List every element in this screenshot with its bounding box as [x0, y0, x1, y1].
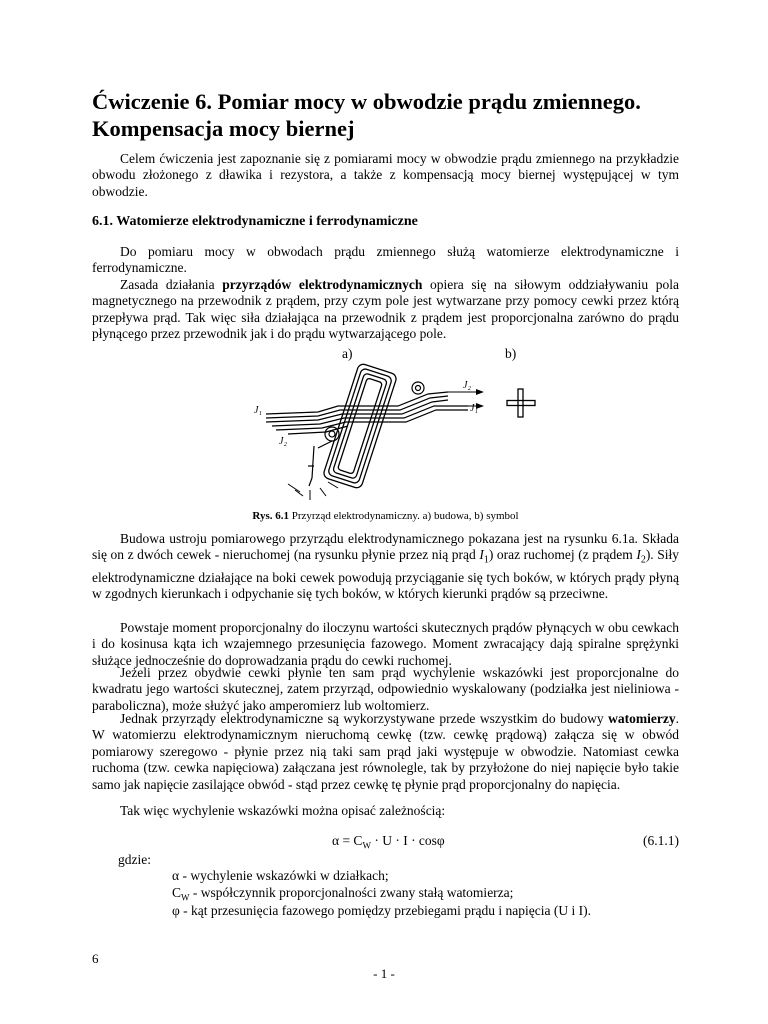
definition-cw-sub: W: [181, 892, 190, 903]
label-i1-right: J₁: [470, 403, 478, 414]
paragraph-6: [92, 711, 679, 793]
definition-alpha: α - wychylenie wskazówki w działkach;: [172, 868, 389, 883]
pointer: [308, 446, 314, 486]
caption-text: Przyrząd elektrodynamiczny. a) budowa, b) symbol: [288, 510, 519, 522]
title-line-2: Kompensacja mocy biernej: [92, 116, 355, 141]
label-i2-top: J₂: [463, 380, 471, 391]
fixed-coil: [322, 363, 397, 489]
definition-phi: φ - kąt przesunięcia fazowego pomiędzy przebiegami prądu i napięcia (U i I).: [172, 903, 591, 918]
label-i1-left: J₁: [254, 405, 262, 416]
intro-paragraph: Celem ćwiczenia jest zapoznanie się z pomiarami mocy w obwodzie prądu zmiennego na przykładzie obwodu złożonego z dławika i rezystora, a także z kompensacją mocy biernej występującej w tym obwodzie.: [92, 151, 679, 199]
paragraph-2-start: Zasada działania: [120, 277, 223, 292]
formula-part-2: · U · I · cosφ: [370, 833, 445, 848]
formula-sub: W: [362, 840, 371, 851]
page-number: 6: [92, 951, 99, 966]
definition-cw: [172, 885, 513, 903]
light-rays: [288, 482, 338, 500]
paragraph-6-start: Jednak przyrządy elektrodynamiczne są wykorzystywane przede wszystkim do budowy: [120, 711, 609, 726]
paragraph-2: [92, 277, 679, 343]
paragraph-4: Powstaje moment proporcjonalny do iloczynu wartości skutecznych prądów płynących w obu cewkach i do kosinusa kąta ich wzajemnego przesunięcia fazowego. Moment zwracający dają spiralne sprężynki służące jednocześnie do doprowadzania prądu do cewki ruchomej.: [92, 620, 679, 668]
formula-part-1: α = C: [332, 833, 363, 848]
figure-label-b: b): [505, 346, 517, 361]
electrodynamic-meter-drawing: [248, 362, 498, 502]
where-label: gdzie:: [118, 852, 151, 867]
definition-cw-text: - współczynnik proporcjonalności zwany stałą watomierza;: [189, 885, 514, 900]
paragraph-1: Do pomiaru mocy w obwodach prądu zmiennego służą watomierze elektrodynamiczne i ferrodynamiczne.: [92, 244, 679, 276]
symbol-i2-sub: 2: [640, 555, 646, 567]
moving-coil: [318, 382, 424, 448]
paragraph-3-c: ). Siły elektrodynamiczne działające na boki cewek powodują przyciąganie się tych boków, w których prądy płyną w zgodnych kierunkach i odpychanie się tych boków, w których kierunki prądów są przeciwne.: [92, 547, 679, 601]
caption-label: Rys. 6.1: [252, 510, 289, 522]
paragraph-3-b: ) oraz ruchomej (z prądem: [488, 547, 637, 563]
paragraph-2-bold: przyrządów elektrodynamicznych: [222, 277, 423, 292]
label-i2-bottom: J₂: [279, 436, 287, 447]
symbol-i1-sub: 1: [483, 555, 489, 567]
paragraph-3: [92, 531, 679, 602]
figure-label-a: a): [342, 346, 353, 361]
paragraph-2-end: opiera się na siłowym oddziaływaniu pola magnetycznego na przewodnik z prądem, przy czym pole jest wytwarzane przy pomocy cewki przez którą przepływa prąd. Tak więc siła działająca na przewodnik z prądem jest proporcjonalna zarówno do prądu płynącego przez przewodnik jak i do prądu wytwarzającego pole.: [92, 277, 679, 342]
title-line-1: Ćwiczenie 6. Pomiar mocy w obwodzie prądu zmiennego.: [92, 89, 641, 114]
symbol-i1: I: [479, 547, 484, 563]
paragraph-5: Jeżeli przez obydwie cewki płynie ten sam prąd wychylenie wskazówki jest proporcjonalne do kwadratu jego wartości skutecznej, zatem przyrząd, odpowiednio wyskalowany (podziałka jest nieliniowa - paraboliczna), może służyć jako amperomierz lub woltomierz.: [92, 665, 679, 713]
definition-cw-symbol: C: [172, 885, 182, 900]
section-heading: 6.1. Watomierze elektrodynamiczne i ferrodynamiczne: [92, 214, 418, 229]
formula-number: (6.1.1): [643, 833, 679, 848]
wattmeter-symbol: [506, 388, 536, 418]
page-footer: - 1 -: [373, 966, 395, 981]
paragraph-6-end: . W watomierzu elektrodynamicznym nieruchomą cewkę (tzw. cewkę prądową) załącza się w obwód pomiarowy szeregowo - płynie przez nią taki sam prąd jaki występuje w obwodzie. Natomiast cewka ruchoma (tzw. cewka napięciowa) załączana jest równolegle, tak by przyłożone do niej napięcie było takie samo jak napięcie zasilające obwód - stąd przez cewkę tę płynie prąd proporcjonalny do napięcia.: [92, 711, 679, 792]
figure-caption: [92, 509, 679, 523]
symbol-i2: I: [636, 547, 641, 563]
formula-expression: [332, 833, 445, 851]
page-title: [92, 88, 692, 142]
paragraph-6-bold: watomierzy: [608, 711, 676, 726]
paragraph-7: Tak więc wychylenie wskazówki można opisać zależnością:: [120, 803, 446, 818]
paragraph-3-a: Budowa ustroju pomiarowego przyrządu elektrodynamicznego pokazana jest na rysunku 6.1a. Składa się on z dwóch cewek - nieruchomej (na rysunku płynie przez nią prąd: [92, 531, 679, 563]
coil-leads: [266, 392, 468, 434]
